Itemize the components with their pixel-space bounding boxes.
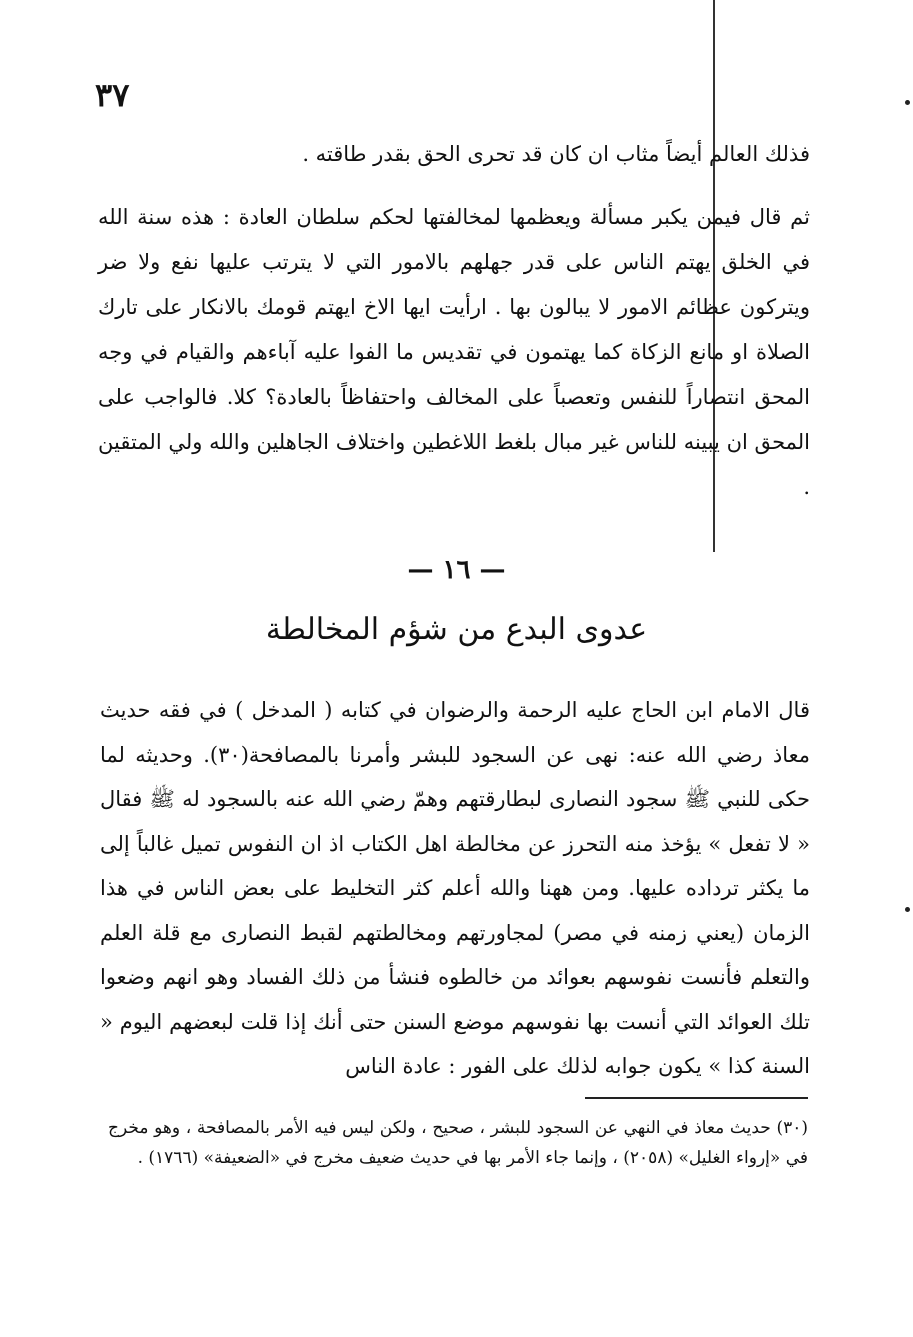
paragraph: قال الامام ابن الحاج عليه الرحمة والرضوان في كتابه ( المدخل ) في فقه حديث معاذ رضي الله عنه: نهى عن السجود للبشر وأمرنا بالمصافحة(٣٠). وحديثه لما حكى للنبي ﷺ سجود النصارى لبطارقتهم وهمّ رضي الله عنه بالسجود له ﷺ فقال « لا تفعل » يؤخذ منه التحرز عن مخالطة اهل الكتاب اذ ان النفوس تميل غالباً إلى ما يكثر ترداده عليها. ومن ههنا والله أعلم كثر التخليط على بعض الناس في هذا الزمان (يعني زمنه في مصر) لمجاورتهم ومخالطتهم لقبط النصارى مع قلة العلم والتعلم فأنست نفوسهم بعوائد من خالطوه فنشأ من ذلك الفساد وهو انهم وضعوا تلك العوائد التي أنست بها نفوسهم موضع السنن حتى أنك إذا قلت لبعضهم اليوم « السنة كذا » يكون جوابه لذلك على الفور : عادة الناس [100,698,810,1078]
section-body [100,688,810,1089]
footnote-divider [585,1097,808,1099]
scan-speck [905,100,910,105]
footnotes [108,1113,808,1173]
section-number: — ١٦ — [407,555,506,585]
section-title: عدوى البدع من شؤم المخالطة [265,612,648,647]
page-number: ٣٧ [95,76,130,114]
paragraph: ثم قال فيمن يكبر مسألة ويعظمها لمخالفتها لحكم سلطان العادة : هذه سنة الله في الخلق يهتم الناس على قدر جهلهم بالامور التي لا يترتب عليها نفع ولا ضر ويتركون عظائم الامور لا يبالون بها . ارأيت ايها الاخ ايهتم قومك بالانكار على تارك الصلاة او مانع الزكاة كما يهتمون في تقديس ما الفوا عليه آباءهم والقيام في وجه المحق انتصاراً للنفس وتعصباً على المخالف واحتفاظاً بالعادة؟ كلا. فالواجب على المحق ان يبينه للناس غير مبال بلغط اللاغطين واختلاف الجاهلين والله ولي المتقين . [98,205,810,499]
scan-speck [905,907,910,912]
continued-text-block [98,132,810,510]
footnote: (٣٠) حديث معاذ في النهي عن السجود للبشر ، صحيح ، ولكن ليس فيه الأمر بالمصافحة ، وهو مخرج في «إرواء الغليل» (٢٠٥٨) ، وإنما جاء الأمر بها في حديث ضعيف مخرج في «الضعيفة» (١٧٦٦) . [108,1118,808,1168]
paragraph: فذلك العالم أيضاً مثاب ان كان قد تحرى الحق بقدر طاقته . [302,142,810,166]
